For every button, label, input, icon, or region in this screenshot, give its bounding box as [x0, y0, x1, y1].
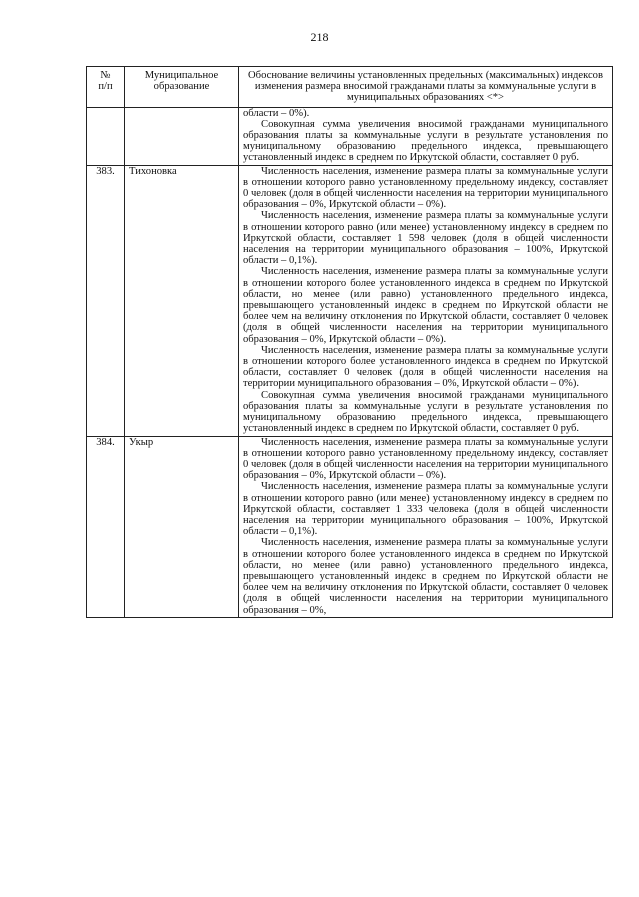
table-row	[87, 165, 613, 436]
reason-paragraph: Совокупная сумма увеличения вносимой гражданами муниципального образования платы за коммунальные услуги в результате установления по муниципальному образованию предельного индекса, превышающего установленный индекс в среднем по Иркутской области, составляет 0 руб.	[243, 118, 608, 164]
reason-paragraph: Численность населения, изменение размера платы за коммунальные услуги в отношении которого равно установленному предельному индексу, составляет 0 человек (доля в общей численности населения на территории муниципального образования – 0%, Иркутской области – 0%).	[243, 436, 608, 482]
reason-paragraph: Численность населения, изменение размера платы за коммунальные услуги в отношении которого равно (или менее) установленному индексу в среднем по Иркутской области, составляет 1 333 человека (доля в общей численности населения на территории муниципального образования – 100%, Иркутской области – 0,1%).	[243, 481, 608, 538]
cell-name-empty	[125, 107, 239, 165]
indices-table	[86, 66, 613, 618]
reason-paragraph: области – 0%).	[243, 107, 310, 119]
cell-reason	[239, 165, 613, 436]
table-header-row	[87, 67, 613, 108]
reason-paragraph: Совокупная сумма увеличения вносимой гражданами муниципального образования платы за коммунальные услуги в результате установления по муниципальному образованию предельного индекса, превышающего установленный индекс в среднем по Иркутской области, составляет 0 руб.	[243, 389, 608, 435]
cell-reason	[239, 107, 613, 165]
table-row-continuation	[87, 107, 613, 165]
reason-paragraph: Численность населения, изменение размера платы за коммунальные услуги в отношении которого более установленного индекса в среднем по Иркутской области, но менее (или равно) установленного предельного индекса, превышающего установленный индекс в среднем по Иркутской области не более чем на величину отклонения по Иркутской области, составляет 0 человек (доля в общей численности населения на территории муниципального образования – 0%, Иркутской области – 0%).	[243, 266, 608, 345]
header-number: № п/п	[87, 67, 125, 108]
municipality-name: Тихоновка	[125, 165, 239, 436]
table-row	[87, 436, 613, 617]
row-number: 384.	[87, 436, 125, 617]
reason-paragraph: Численность населения, изменение размера платы за коммунальные услуги в отношении которого более установленного индекса в среднем по Иркутской области, но менее (или равно) установленного предельного индекса, превышающего установленный индекс в среднем по Иркутской области не более чем на величину отклонения по Иркутской области, составляет 0 человек (доля в общей численности населения на территории муниципального образования – 0%,	[243, 537, 608, 616]
row-number: 383.	[87, 165, 125, 436]
header-municipality: Муниципальное образование	[125, 67, 239, 108]
cell-reason	[239, 436, 613, 617]
reason-paragraph: Численность населения, изменение размера платы за коммунальные услуги в отношении которого более установленного индекса в среднем по Иркутской области, составляет 0 человек (доля в общей численности населения на территории муниципального образования – 0%, Иркутской области – 0%).	[243, 344, 608, 390]
page-number: 218	[310, 30, 329, 44]
cell-num-empty	[87, 107, 125, 165]
header-reason: Обоснование величины установленных предельных (максимальных) индексов изменения размера вносимой гражданами платы за коммунальные услуги в муниципальных образованиях <*>	[239, 67, 613, 108]
reason-paragraph: Численность населения, изменение размера платы за коммунальные услуги в отношении которого равно установленному предельному индексу, составляет 0 человек (доля в общей численности населения на территории муниципального образования – 0%, Иркутской области – 0%).	[243, 165, 608, 211]
municipality-name: Укыр	[125, 436, 239, 617]
reason-paragraph: Численность населения, изменение размера платы за коммунальные услуги в отношении которого равно (или менее) установленному индексу в среднем по Иркутской области, составляет 1 598 человек (доля в общей численности населения на территории муниципального образования – 100%, Иркутской области – 0,1%).	[243, 210, 608, 267]
